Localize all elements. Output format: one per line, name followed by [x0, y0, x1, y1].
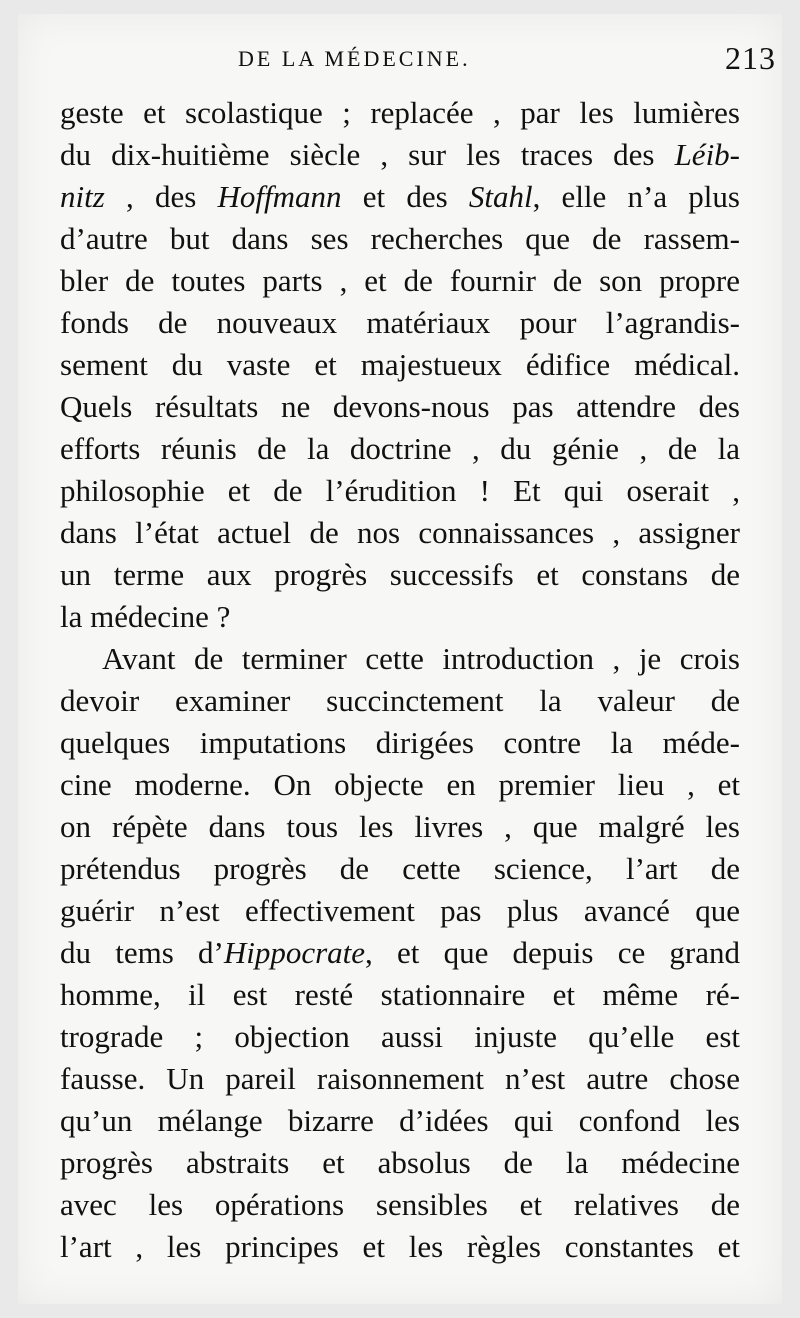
text-line	[60, 386, 740, 428]
text-segment: Avant de terminer cette introduction , je crois	[102, 641, 740, 676]
text-line	[60, 554, 740, 596]
text-line	[60, 512, 740, 554]
running-head	[0, 42, 800, 82]
text-line	[60, 1184, 740, 1226]
text-line	[60, 932, 740, 974]
text-line	[60, 176, 740, 218]
text-segment: progrès abstraits et absolus de la médecine	[60, 1145, 740, 1180]
text-segment: prétendus progrès de cette science, l’art de	[60, 851, 740, 886]
text-line	[60, 344, 740, 386]
text-line	[60, 806, 740, 848]
text-segment: , des	[104, 179, 218, 214]
text-line	[60, 428, 740, 470]
text-line	[60, 680, 740, 722]
text-line	[60, 218, 740, 260]
text-line	[60, 302, 740, 344]
text-segment: dans l’état actuel de nos connaissances , assigner	[60, 515, 740, 550]
italic-name: nitz	[60, 179, 105, 214]
italic-name: Hippocrate	[223, 935, 366, 970]
text-segment: bler de toutes parts , et de fournir de son propre	[60, 263, 740, 298]
text-segment: homme, il est resté stationnaire et même ré-	[60, 977, 740, 1012]
text-segment: fausse. Un pareil raisonnement n’est autre chose	[60, 1061, 740, 1096]
text-segment: , et que depuis ce grand	[365, 935, 741, 970]
page-number: 213	[725, 40, 776, 76]
text-segment: guérir n’est effectivement pas plus avancé que	[60, 893, 740, 928]
text-line	[60, 638, 740, 680]
text-segment: quelques imputations dirigées contre la méde-	[60, 725, 740, 760]
text-line	[60, 722, 740, 764]
text-segment: , elle n’a plus	[532, 179, 740, 214]
text-segment: et des	[341, 179, 469, 214]
italic-name: Stahl	[468, 179, 533, 214]
text-line	[60, 1142, 740, 1184]
text-line	[60, 764, 740, 806]
body-text	[60, 92, 740, 1268]
text-segment: du dix-huitième siècle , sur les traces des	[60, 137, 675, 172]
text-segment: qu’un mélange bizarre d’idées qui confond les	[60, 1103, 740, 1138]
text-line	[60, 596, 740, 638]
text-segment: philosophie et de l’érudition ! Et qui oserait ,	[60, 473, 740, 508]
text-line	[60, 1058, 740, 1100]
text-line	[60, 260, 740, 302]
text-segment: un terme aux progrès successifs et constans de	[60, 557, 740, 592]
text-segment: d’autre but dans ses recherches que de rassem-	[60, 221, 740, 256]
text-segment: devoir examiner succinctement la valeur de	[60, 683, 740, 718]
text-segment: du tems d’	[60, 935, 224, 970]
italic-name: Léib-	[674, 137, 740, 172]
text-segment: la médecine ?	[60, 599, 231, 634]
text-segment: on répète dans tous les livres , que malgré les	[60, 809, 740, 844]
text-segment: cine moderne. On objecte en premier lieu , et	[60, 767, 740, 802]
text-line	[60, 134, 740, 176]
text-line	[60, 470, 740, 512]
text-segment: trograde ; objection aussi injuste qu’elle est	[60, 1019, 740, 1054]
text-line	[60, 848, 740, 890]
text-segment: Quels résultats ne devons-nous pas attendre des	[60, 389, 740, 424]
text-line	[60, 1016, 740, 1058]
running-title: DE LA MÉDECINE.	[238, 46, 471, 71]
text-segment: l’art , les principes et les règles constantes et	[60, 1229, 740, 1264]
text-segment: fonds de nouveaux matériaux pour l’agrandis-	[60, 305, 740, 340]
text-segment: avec les opérations sensibles et relatives de	[60, 1187, 740, 1222]
text-line	[60, 890, 740, 932]
text-segment: sement du vaste et majestueux édifice médical.	[60, 347, 740, 382]
text-line	[60, 974, 740, 1016]
italic-name: Hoffmann	[217, 179, 342, 214]
text-segment: efforts réunis de la doctrine , du génie , de la	[60, 431, 740, 466]
text-segment: geste et scolastique ; replacée , par les lumières	[60, 95, 740, 130]
text-line	[60, 1226, 740, 1268]
text-line	[60, 1100, 740, 1142]
text-line	[60, 92, 740, 134]
